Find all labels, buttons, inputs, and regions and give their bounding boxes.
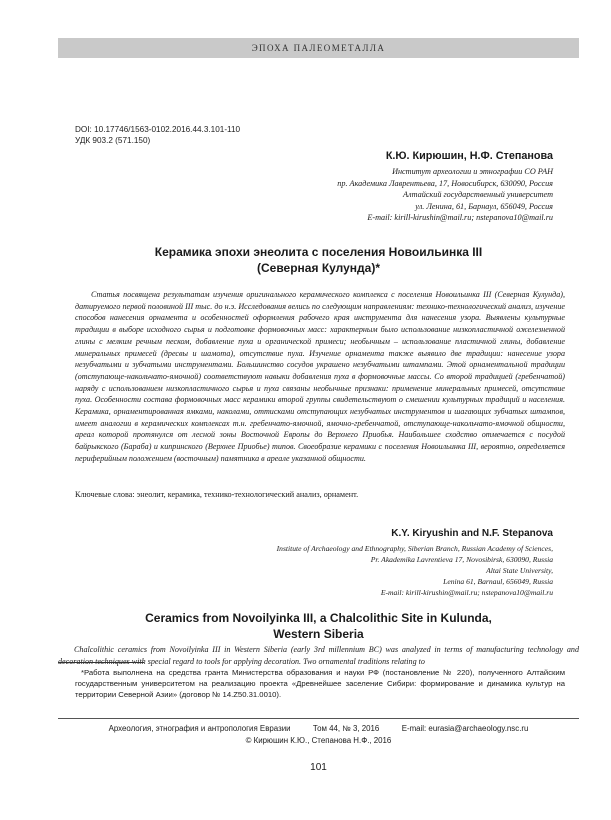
ru-email[interactable]: E-mail: kirill-kirushin@mail.ru; nstepanova10@mail.ru xyxy=(367,213,553,223)
ru-abstract: Статья посвящена результатам изучения оригинального керамического комплекса с поселения Новоильинка III (Северная Кулунда), датируемого первой половиной III тыс. до н.э. Исследования велись по следующим направлениям: технико-технологический анализ, изучение способов нанесения орнамента и особенностей оформления рабочего края инструмента для нанесения узора. Выявлены культурные традиции в выборе исходного сырья и подготовке формовочных масс: характерным было использование низкопластичной ожелезненной глины с мелким речным песком, добавление пуха и органической примеси; необычным – использование пластичной глины, добавление минеральных примесей (дресвы и шамота), отсутствие пуха. Изучение орнамента также выявило две традиции: нанесение узора незубчатыми и зубчатыми инструментами. Большинство сосудов украшено незубчатыми штампами. Этой орнаментальной традиции (отступающе-накольчато-ямочной) соответствуют навыки добавления пуха в формовочные массы. Со второй традицией (гребенчатой) наряду с использованием низкопластичного сырья и пуха связаны необычные признаки: применение минеральных примесей, отсутствие пуха. Особенности состава формовочных масс керамики второй группы свидетельствуют о смешении культурных традиций и населения. Керамика, орнаментированная ямками, наколами, оттисками отступающих незубчатых инструментов и шагающих зубчатых штампов, имеет аналогии в керамических комплексах т.н. гребенчато-ямочной, ямочно-гребенчатой, отступающе-накольчато-ямочной общности, ареал которой протянулся от лесной зоны Восточной Европы до Верхнего Приобья. Наибольшее сходство отмечается с посудой байрыкского (Бараба) и кипринского (Верхнее Приобье) типов. Своеобразие керамики с поселения Новоильинка III, вероятно, определяется периферийным положением (восточным) памятника в ареале указанной общности. xyxy=(75,290,565,463)
ru-authors: К.Ю. Кирюшин, Н.Ф. Степанова xyxy=(385,150,553,162)
copyright: © Кирюшин К.Ю., Степанова Н.Ф., 2016 xyxy=(245,736,392,745)
page-number: 101 xyxy=(310,762,327,773)
volume-info: Том 44, № 3, 2016 xyxy=(312,724,380,733)
en-affiliation xyxy=(133,543,553,598)
en-title xyxy=(58,610,579,642)
en-abstract: Chalcolithic ceramics from Novoilyinka III in Western Siberia (early 3rd millennium BC) was analyzed in terms of manufacturing technology and decoration techniques with special regard to tools for applying decoration. Two ornamental traditions relating to xyxy=(58,645,579,666)
section-title: ЭПОХА ПАЛЕОМЕТАЛЛА xyxy=(251,43,386,53)
en-affiliation-line: Lenina 61, Barnaul, 656049, Russia xyxy=(443,577,553,586)
ru-affiliation-line: Институт археологии и этнографии СО РАН xyxy=(392,167,553,176)
udc: УДК 903.2 (571.150) xyxy=(75,136,151,145)
en-affiliation-line: Altai State University, xyxy=(486,566,553,575)
ru-affiliation xyxy=(133,166,553,224)
en-title-line1: Ceramics from Novoilyinka III, a Chalcolithic Site in Kulunda, xyxy=(145,611,492,625)
ru-affiliation-line: пр. Академика Лаврентьева, 17, Новосибирск, 630090, Россия xyxy=(337,178,553,188)
doi[interactable]: DOI: 10.17746/1563-0102.2016.44.3.101-110 xyxy=(75,125,241,134)
footer-divider xyxy=(58,718,579,719)
journal-email[interactable]: E-mail: eurasia@archaeology.nsc.ru xyxy=(401,724,529,733)
section-header-band xyxy=(58,38,579,58)
ru-affiliation-line: Алтайский государственный университет xyxy=(403,190,553,200)
en-authors: K.Y. Kiryushin and N.F. Stepanova xyxy=(391,528,553,539)
en-title-line2: Western Siberia xyxy=(273,627,364,641)
journal-name: Археология, этнография и антропология Евразии xyxy=(108,724,291,733)
ru-title xyxy=(58,244,579,276)
ru-title-line1: Керамика эпохи энеолита с поселения Новоильинка III xyxy=(154,245,483,259)
en-email[interactable]: E-mail: kirill-kirushin@mail.ru; nstepanova10@mail.ru xyxy=(380,588,553,597)
ru-title-line2: (Северная Кулунда)* xyxy=(257,261,380,275)
footer-journal-line xyxy=(58,724,579,733)
en-affiliation-line: Pr. Akademika Lavrentieva 17, Novosibirsk, 630090, Russia xyxy=(370,555,553,564)
footnote: *Работа выполнена на средства гранта Министерства образования и науки РФ (постановление № 220), полученного Алтайским государственным университетом на реализацию проекта «Древнейшее заселение Сибири: формирование и динамика культур на территории Северной Азии» (договор № 14.Z50.31.0010). xyxy=(75,668,565,699)
footnote-divider xyxy=(58,662,144,663)
ru-keywords: Ключевые слова: энеолит, керамика, технико-технологический анализ, орнамент. xyxy=(75,490,359,499)
ru-affiliation-line: ул. Ленина, 61, Барнаул, 656049, Россия xyxy=(415,201,553,211)
en-affiliation-line: Institute of Archaeology and Ethnography, Siberian Branch, Russian Academy of Sciences, xyxy=(276,544,553,553)
